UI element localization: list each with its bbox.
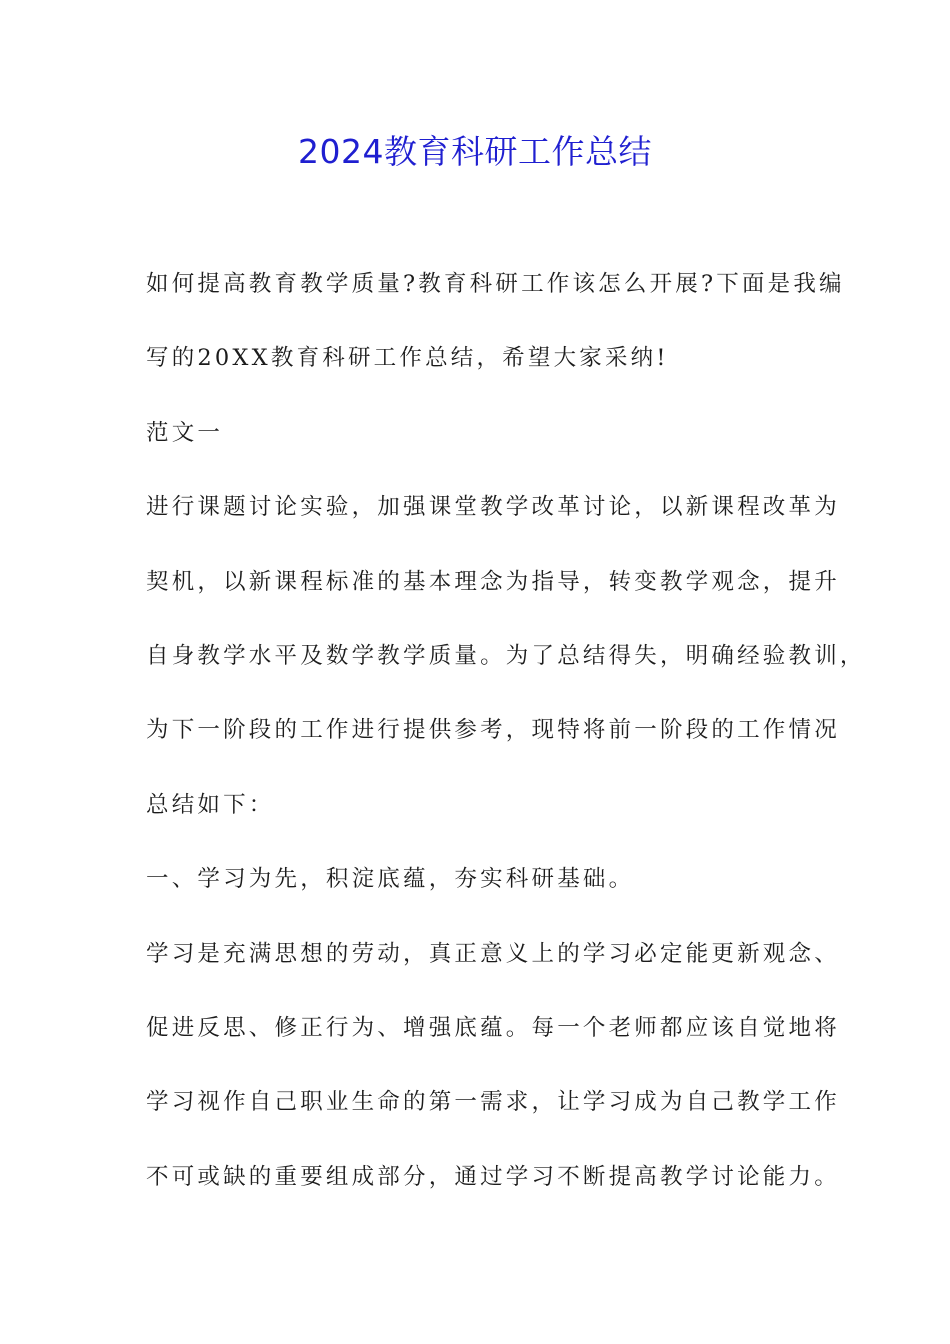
paragraph-line: 写的20XX教育科研工作总结，希望大家采纳! <box>146 345 669 372</box>
paragraph-line: 为下一阶段的工作进行提供参考，现特将前一阶段的工作情况 <box>146 717 840 744</box>
paragraph-line: 不可或缺的重要组成部分，通过学习不断提高教学讨论能力。 <box>146 1163 840 1190</box>
document-title: 2024教育科研工作总结 <box>298 132 652 171</box>
paragraph-line: 契机，以新课程标准的基本理念为指导，转变教学观念，提升 <box>146 568 840 595</box>
paragraph-line: 如何提高教育教学质量?教育科研工作该怎么开展?下面是我编 <box>146 271 845 297</box>
paragraph-line: 促进反思、修正行为、增强底蕴。每一个老师都应该自觉地将 <box>146 1014 840 1041</box>
paragraph-line: 学习是充满思想的劳动，真正意义上的学习必定能更新观念、 <box>146 940 840 967</box>
paragraph-line: 自身教学水平及数学教学质量。为了总结得失，明确经验教训， <box>146 642 866 669</box>
paragraph-line: 学习视作自己职业生命的第一需求，让学习成为自己教学工作 <box>146 1089 840 1116</box>
section-heading-fanwen: 范文一 <box>146 419 224 446</box>
section-heading-one: 一、学习为先，积淀底蕴，夯实科研基础。 <box>146 866 635 893</box>
paragraph-line: 进行课题讨论实验，加强课堂教学改革讨论，以新课程改革为 <box>146 494 840 521</box>
document-body <box>146 261 866 1228</box>
paragraph-line: 总结如下： <box>146 791 275 818</box>
